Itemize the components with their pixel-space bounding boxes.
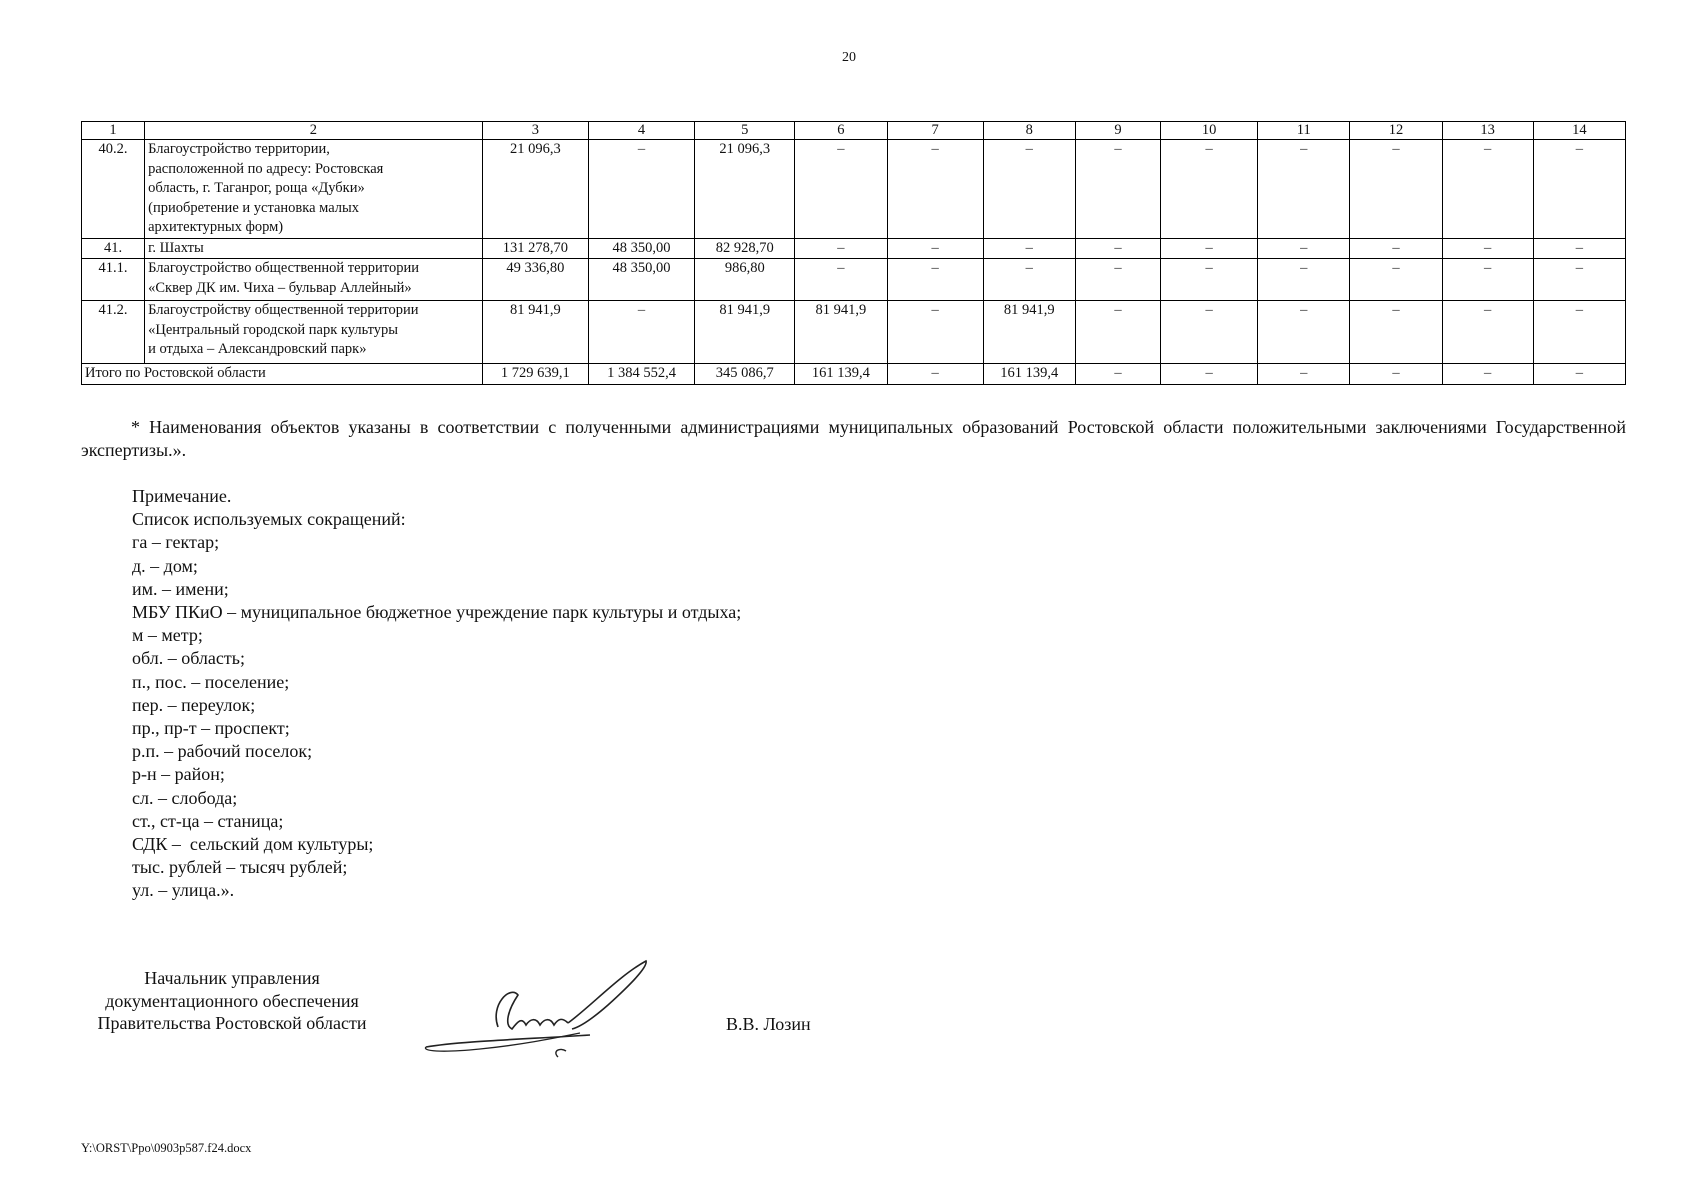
signer-name: В.В. Лозин	[726, 1014, 811, 1034]
column-header: 3	[482, 122, 588, 140]
abbreviation-item: пер. – переулок;	[132, 694, 256, 715]
row-name-line: и отдыха – Александровский парк»	[148, 341, 367, 357]
abbreviation-item: МБУ ПКиО – муниципальное бюджетное учреждение парк культуры и отдыха;	[132, 602, 742, 623]
cell-value: –	[1258, 259, 1350, 301]
abbreviation-item: д. – дом;	[132, 555, 198, 576]
cell-value: –	[1533, 238, 1625, 259]
row-name-line: область, г. Таганрог, роща «Дубки»	[148, 180, 365, 196]
abbreviation-item: тыс. рублей – тысяч рублей;	[132, 857, 348, 878]
total-value: –	[1350, 364, 1442, 385]
row-name-line: «Центральный городской парк культуры	[148, 321, 399, 338]
cell-value: –	[1442, 238, 1533, 259]
column-header: 1	[82, 122, 145, 140]
cell-value: –	[887, 238, 983, 259]
total-value: 1 384 552,4	[588, 364, 694, 385]
abbreviation-item: м – метр;	[132, 625, 203, 646]
cell-value: –	[983, 140, 1075, 239]
abbreviation-item: им. – имени;	[132, 578, 229, 599]
cell-value: –	[887, 301, 983, 364]
cell-value: –	[1161, 301, 1258, 364]
cell-value: –	[588, 301, 694, 364]
column-header: 5	[695, 122, 795, 140]
cell-value: 81 941,9	[983, 301, 1075, 364]
total-value: –	[1442, 364, 1533, 385]
row-name-line: (приобретение и установка малых	[148, 199, 360, 216]
cell-value: –	[1442, 140, 1533, 239]
cell-value: –	[1258, 238, 1350, 259]
column-header: 10	[1161, 122, 1258, 140]
column-header: 9	[1075, 122, 1160, 140]
row-name-line: г. Шахты	[148, 239, 204, 256]
row-number: 41.	[82, 238, 145, 259]
abbreviation-item: ул. – улица.».	[132, 880, 235, 901]
abbreviation-item: р.п. – рабочий поселок;	[132, 741, 313, 762]
abbreviation-item: р-н – район;	[132, 764, 225, 785]
row-name	[145, 301, 483, 364]
row-number: 41.1.	[82, 259, 145, 301]
cell-value: –	[1350, 238, 1442, 259]
column-header: 13	[1442, 122, 1533, 140]
total-value: –	[1161, 364, 1258, 385]
signer-title-line: документационного обеспечения	[105, 990, 359, 1011]
cell-value: –	[1350, 259, 1442, 301]
cell-value: –	[1075, 259, 1160, 301]
row-name	[145, 259, 483, 301]
row-name	[145, 140, 483, 239]
total-value: 161 139,4	[795, 364, 887, 385]
abbreviation-item: сл. – слобода;	[132, 787, 238, 808]
table-row	[82, 140, 1626, 239]
column-header: 2	[145, 122, 483, 140]
table-row	[82, 259, 1626, 301]
cell-value: –	[1350, 301, 1442, 364]
data-table	[81, 121, 1626, 385]
total-row	[82, 364, 1626, 385]
abbreviation-item: обл. – область;	[132, 648, 245, 669]
row-name-line: архитектурных форм)	[148, 219, 284, 235]
page-number: 20	[842, 50, 856, 65]
header-row	[82, 122, 1626, 140]
column-header: 8	[983, 122, 1075, 140]
row-name-line: «Сквер ДК им. Чиха – бульвар Аллейный»	[148, 279, 412, 296]
column-header: 4	[588, 122, 694, 140]
abbreviation-item: п., пос. – поселение;	[132, 671, 290, 692]
row-name	[145, 238, 483, 259]
total-value: 345 086,7	[695, 364, 795, 385]
signer-title-line: Правительства Ростовской области	[97, 1013, 367, 1033]
column-header: 7	[887, 122, 983, 140]
cell-value: 986,80	[695, 259, 795, 301]
cell-value: –	[588, 140, 694, 239]
column-header: 11	[1258, 122, 1350, 140]
total-value: –	[1258, 364, 1350, 385]
cell-value: 49 336,80	[482, 259, 588, 301]
footnote: * Наименования объектов указаны в соответствии с полученными администрациями муниципальных образований Ростовской области положительными заключениями Государственной экспертизы.».	[81, 417, 1626, 460]
total-value: –	[1533, 364, 1625, 385]
total-value: –	[1075, 364, 1160, 385]
cell-value: –	[1161, 238, 1258, 259]
table-row	[82, 238, 1626, 259]
abbreviations-list	[132, 485, 741, 903]
cell-value: –	[795, 140, 887, 239]
total-value: –	[887, 364, 983, 385]
cell-value: 81 941,9	[482, 301, 588, 364]
abbreviation-item: СДК – сельский дом культуры;	[132, 834, 374, 855]
row-number: 40.2.	[82, 140, 145, 239]
table-row	[82, 301, 1626, 364]
total-label: Итого по Ростовской области	[82, 364, 483, 385]
cell-value: –	[1161, 140, 1258, 239]
cell-value: 48 350,00	[588, 238, 694, 259]
cell-value: –	[1533, 301, 1625, 364]
total-value: 1 729 639,1	[482, 364, 588, 385]
notes-subheading: Список используемых сокращений:	[132, 509, 406, 530]
row-name-line: Благоустройство территории,	[148, 141, 330, 157]
column-header: 14	[1533, 122, 1625, 140]
total-value: 161 139,4	[983, 364, 1075, 385]
cell-value: –	[887, 140, 983, 239]
cell-value: –	[1075, 140, 1160, 239]
cell-value: 82 928,70	[695, 238, 795, 259]
signer-title-line: Начальник управления	[144, 968, 320, 988]
cell-value: –	[1442, 259, 1533, 301]
column-header: 6	[795, 122, 887, 140]
signer-title	[81, 967, 383, 1035]
cell-value: –	[1533, 259, 1625, 301]
cell-value: –	[1258, 301, 1350, 364]
row-name-line: Благоустройству общественной территории	[148, 302, 419, 318]
column-header: 12	[1350, 122, 1442, 140]
cell-value: 21 096,3	[695, 140, 795, 239]
cell-value: –	[1075, 301, 1160, 364]
cell-value: 81 941,9	[695, 301, 795, 364]
cell-value: –	[1075, 238, 1160, 259]
cell-value: –	[1533, 140, 1625, 239]
cell-value: –	[1258, 140, 1350, 239]
abbreviation-item: га – гектар;	[132, 532, 220, 553]
abbreviation-item: ст., ст-ца – станица;	[132, 810, 284, 831]
cell-value: –	[983, 238, 1075, 259]
notes-heading: Примечание.	[132, 486, 232, 506]
cell-value: –	[887, 259, 983, 301]
row-number: 41.2.	[82, 301, 145, 364]
cell-value: 21 096,3	[482, 140, 588, 239]
cell-value: –	[795, 238, 887, 259]
handwritten-signature	[420, 955, 655, 1065]
cell-value: –	[795, 259, 887, 301]
row-name-line: расположенной по адресу: Ростовская	[148, 160, 384, 177]
row-name-line: Благоустройство общественной территории	[148, 260, 419, 276]
cell-value: –	[1442, 301, 1533, 364]
file-path: Y:\ORST\Ppo\0903p587.f24.docx	[81, 1141, 252, 1155]
cell-value: 81 941,9	[795, 301, 887, 364]
cell-value: 48 350,00	[588, 259, 694, 301]
cell-value: –	[983, 259, 1075, 301]
cell-value: –	[1161, 259, 1258, 301]
cell-value: –	[1350, 140, 1442, 239]
abbreviation-item: пр., пр-т – проспект;	[132, 718, 290, 739]
cell-value: 131 278,70	[482, 238, 588, 259]
